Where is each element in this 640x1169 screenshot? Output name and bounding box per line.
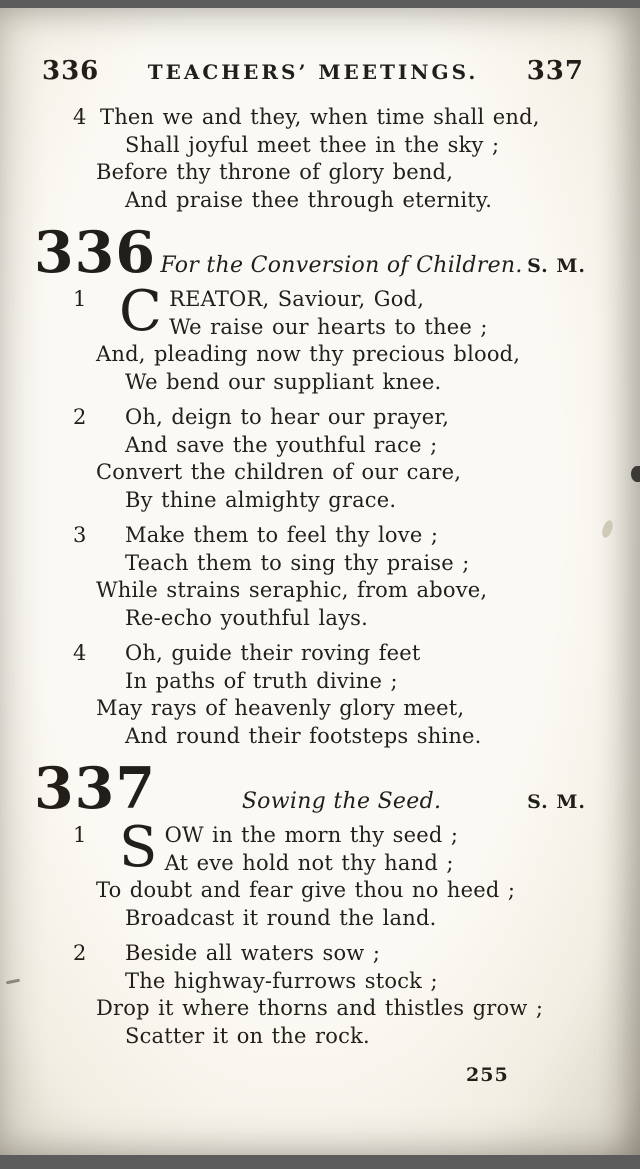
scan-artifact	[631, 466, 640, 482]
footer-page-number: 255	[466, 1064, 509, 1086]
verse-number: 1	[73, 823, 87, 847]
verse-line: Re-echo youthful lays.	[125, 605, 369, 630]
verse-line: May rays of heavenly glory meet,	[96, 696, 465, 720]
hymn-verse	[0, 940, 640, 1050]
verse-line: Scatter it on the rock.	[125, 1023, 370, 1048]
verse-number: 4	[73, 641, 87, 665]
hymn-verse	[0, 279, 640, 396]
verse-line: Convert the children of our care,	[96, 460, 462, 484]
hymn-number: 337	[34, 755, 156, 822]
hymn-meter: S. M.	[527, 255, 586, 277]
hymn-heading	[0, 755, 640, 822]
hymn-337-section	[0, 755, 640, 1050]
hymn-title: Sowing the Seed.	[241, 789, 442, 814]
verse-line: We raise our hearts to thee ;	[169, 314, 488, 339]
verse-line: Make them to feel thy love ;	[125, 523, 439, 547]
drop-cap-block	[0, 279, 640, 344]
hymn-verse	[0, 404, 640, 514]
verse-line: Broadcast it round the land.	[125, 905, 437, 930]
verse-line: Teach them to sing thy praise ;	[125, 550, 470, 575]
verse-line: At eve hold not thy hand ;	[164, 850, 454, 875]
drop-cap-block	[0, 815, 640, 880]
verse-line: Before thy throne of glory bend,	[96, 160, 454, 184]
verse-line: To doubt and fear give thou no heed ;	[96, 878, 516, 902]
verse-line: Shall joyful meet thee in the sky ;	[125, 132, 500, 157]
verse-number: 4	[73, 105, 87, 129]
verse-line: OW in the morn thy seed ;	[164, 823, 459, 847]
continued-verse	[0, 104, 640, 214]
verse-line: And round their footsteps shine.	[125, 723, 482, 748]
verse-line: In paths of truth divine ;	[125, 668, 398, 693]
header-hymn-number-left: 336	[42, 56, 100, 86]
verse-line: Drop it where thorns and thistles grow ;	[96, 996, 544, 1020]
header-hymn-number-right: 337	[526, 56, 584, 86]
verse-line: While strains seraphic, from above,	[96, 578, 488, 602]
book-page	[0, 8, 640, 1155]
verse-line: We bend our suppliant knee.	[125, 369, 442, 394]
verse-number: 1	[73, 287, 87, 311]
hymn-verse	[0, 522, 640, 632]
hymn-heading	[0, 219, 640, 286]
verse-number: 2	[73, 941, 87, 965]
verse-line: And save the youthful race ;	[125, 432, 438, 457]
hymn-336-section	[0, 219, 640, 750]
verse-line: Beside all waters sow ;	[125, 941, 381, 965]
verse-line: The highway-furrows stock ;	[125, 968, 438, 993]
verse-number: 3	[73, 523, 87, 547]
hymn-verse	[0, 815, 640, 932]
hymn-title: For the Conversion of Children.	[160, 253, 523, 278]
hymn-meter: S. M.	[527, 791, 586, 813]
hymn-number: 336	[34, 219, 156, 286]
hymn-verse	[0, 640, 640, 750]
running-title: TEACHERS’ MEETINGS.	[147, 60, 479, 84]
verse-line: Oh, deign to hear our prayer,	[125, 405, 450, 429]
verse-line: By thine almighty grace.	[125, 487, 397, 512]
drop-cap: S	[119, 815, 158, 880]
verse-line: Oh, guide their roving feet	[125, 641, 421, 665]
verse-number: 2	[73, 405, 87, 429]
verse-line: And, pleading now thy precious blood,	[96, 342, 521, 366]
verse-line: REATOR, Saviour, God,	[169, 287, 425, 311]
verse-line: And praise thee through eternity.	[125, 187, 493, 212]
drop-cap: C	[119, 279, 163, 344]
verse-line: Then we and they, when time shall end,	[100, 105, 540, 129]
page-header	[0, 8, 640, 86]
